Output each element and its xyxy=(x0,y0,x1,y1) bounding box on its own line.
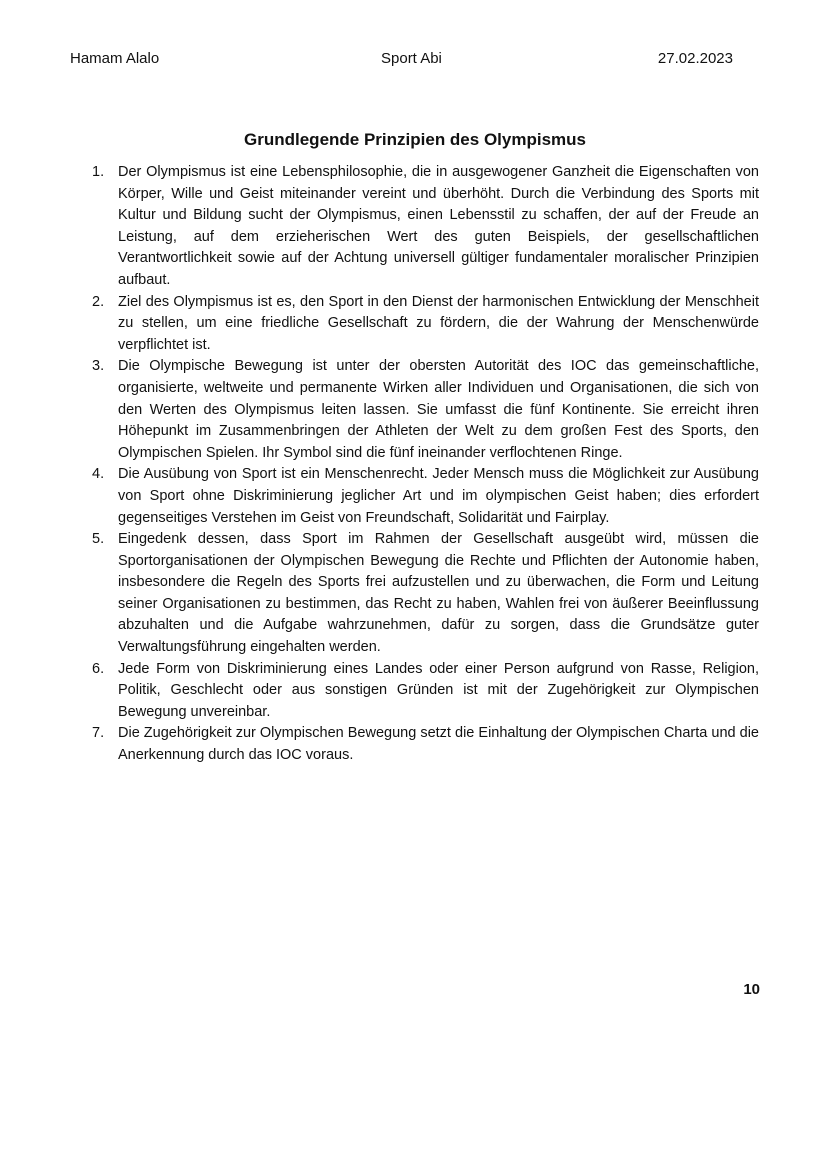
principles-list xyxy=(92,162,759,767)
principle-number: 2. xyxy=(92,293,105,310)
principle-text: Ziel des Olympismus ist es, den Sport in den Dienst der harmonischen Entwicklung der Menschheit zu stellen, um eine friedliche Gesellschaft zu fördern, die der Wahrung der Menschenwürde verpflichtet ist. xyxy=(118,293,759,353)
principle-text: Jede Form von Diskriminierung eines Landes oder einer Person aufgrund von Rasse, Religion, Politik, Geschlecht oder aus sonstigen Gründen ist mit der Zugehörigkeit zur Olympischen Bewegung unvereinbar. xyxy=(118,660,759,720)
principle-number: 7. xyxy=(92,725,105,742)
principle-number: 6. xyxy=(92,660,105,677)
header-author: Hamam Alalo xyxy=(70,50,160,67)
page-header xyxy=(70,50,733,70)
principle-text: Der Olympismus ist eine Lebensphilosophie, die in ausgewogener Ganzheit die Eigenschaften von Körper, Wille und Geist miteinander vereint und überhöht. Durch die Verbindung des Sports mit Kultur und Bildung sucht der Olympismus, einen Lebensstil zu schaffen, der auf der Freude an Leistung, auf dem erzieherischen Wert des guten Beispiels, der gesellschaftlichen Verantwortlichkeit sowie auf der Achtung universell gültiger fundamentaler moralischer Prinzipien aufbaut. xyxy=(118,164,759,288)
principle-item xyxy=(92,464,759,529)
document-title: Grundlegende Prinzipien des Olympismus xyxy=(244,130,586,149)
principle-item xyxy=(92,723,759,766)
principle-number: 5. xyxy=(92,531,105,548)
principle-number: 1. xyxy=(92,164,105,180)
principle-text: Eingedenk dessen, dass Sport im Rahmen der Gesellschaft ausgeübt wird, müssen die Sportorganisationen der Olympischen Bewegung die Rechte und Pflichten der Autonomie haben, insbesondere die Regeln des Sports frei aufzustellen und zu überwachen, die Form und Leitung seiner Organisationen zu bestimmen, das Recht zu haben, Wahlen frei von äußerer Beeinflussung abzuhalten und die Aufgabe wahrzunehmen, dafür zu sorgen, dass die Grundsätze guter Verwaltungsführung eingehalten werden. xyxy=(118,531,759,656)
header-date: 27.02.2023 xyxy=(657,50,733,67)
principle-text: Die Zugehörigkeit zur Olympischen Bewegung setzt die Einhaltung der Olympischen Charta und die Anerkennung durch das IOC voraus. xyxy=(118,725,759,764)
principle-item xyxy=(92,659,759,724)
principle-number: 3. xyxy=(92,358,105,375)
principle-text: Die Ausübung von Sport ist ein Menschenrecht. Jeder Mensch muss die Möglichkeit zur Ausübung von Sport ohne Diskriminierung jeglicher Art und im olympischen Geist haben; dies erfordert gegenseitiges Verstehen im Geist von Freundschaft, Solidarität und Fairplay. xyxy=(118,466,759,526)
principle-item xyxy=(92,292,759,357)
principle-item xyxy=(92,529,759,659)
principle-text: Die Olympische Bewegung ist unter der obersten Autorität des IOC das gemeinschaftliche, organisierte, weltweite und permanente Wirken aller Individuen und Organisationen, die sich von den Werten des Olympismus leiten lassen. Sie umfasst die fünf Kontinente. Sie erreicht ihren Höhepunkt im Zusammenbringen der Athleten der Welt zu dem großen Fest des Sports, den Olympischen Spielen. Ihr Symbol sind die fünf ineinander verflochtenen Ringe. xyxy=(118,358,759,461)
page-number: 10 xyxy=(743,981,760,998)
principle-number: 4. xyxy=(92,466,105,483)
principle-item xyxy=(92,356,759,464)
header-subject: Sport Abi xyxy=(381,50,442,67)
principle-item xyxy=(92,162,759,292)
